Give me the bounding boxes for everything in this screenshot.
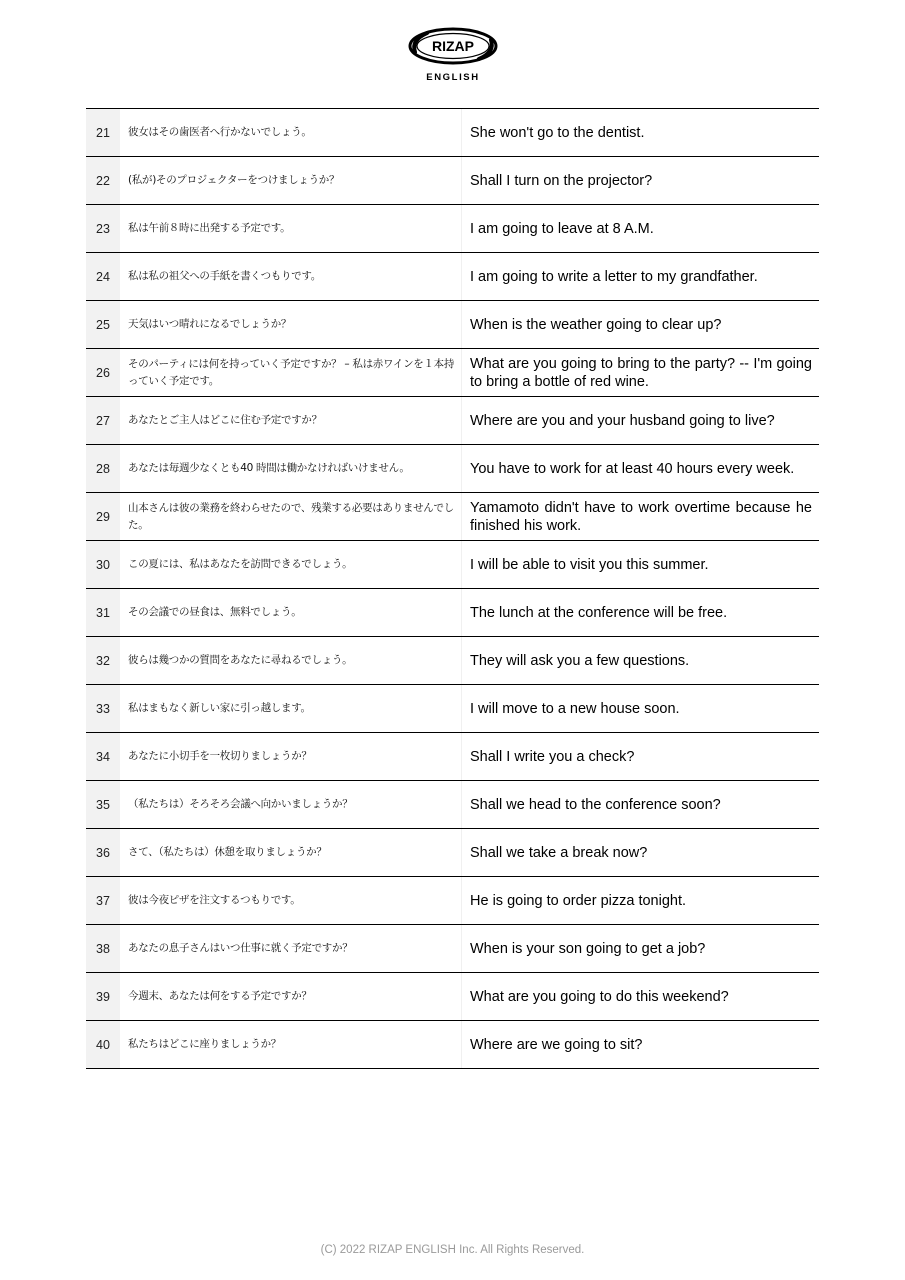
japanese-sentence: 山本さんは彼の業務を終わらせたので、残業する必要はありませんでした。 (120, 493, 462, 540)
row-number: 34 (86, 733, 120, 780)
japanese-sentence: あなたは毎週少なくとも40 時間は働かなければいけません。 (120, 445, 462, 492)
row-number: 22 (86, 157, 120, 204)
japanese-sentence: あなたとご主人はどこに住む予定ですか？ (120, 397, 462, 444)
copyright-footer: (C) 2022 RIZAP ENGLISH Inc. All Rights Reserved. (320, 1244, 585, 1256)
japanese-sentence: あなたの息子さんはいつ仕事に就く予定ですか？ (120, 925, 462, 972)
english-sentence: When is your son going to get a job? (470, 940, 706, 957)
japanese-sentence: 彼らは幾つかの質問をあなたに尋ねるでしょう。 (120, 637, 462, 684)
row-number: 30 (86, 541, 120, 588)
english-sentence: The lunch at the conference will be free. (470, 604, 728, 621)
table-row (86, 1021, 819, 1069)
table-row (86, 493, 819, 541)
english-sentence: Shall I turn on the projector? (470, 172, 653, 189)
english-sentence: Where are we going to sit? (470, 1036, 643, 1053)
row-number: 24 (86, 253, 120, 300)
row-number: 29 (86, 493, 120, 540)
row-number: 28 (86, 445, 120, 492)
japanese-sentence: 天気はいつ晴れになるでしょうか？ (120, 301, 462, 348)
english-sentence: Shall I write you a check? (470, 748, 635, 765)
english-sentence: He is going to order pizza tonight. (470, 892, 687, 909)
table-row (86, 541, 819, 589)
japanese-sentence: その会議での昼食は、無料でしょう。 (120, 589, 462, 636)
table-row (86, 733, 819, 781)
japanese-sentence: 私はまもなく新しい家に引っ越します。 (120, 685, 462, 732)
english-sentence: Shall we take a break now? (470, 844, 648, 861)
english-sentence: What are you going to do this weekend? (470, 988, 729, 1005)
row-number: 36 (86, 829, 120, 876)
table-row (86, 829, 819, 877)
row-number: 26 (86, 349, 120, 396)
japanese-sentence: （私たちは）そろそろ会議へ向かいましょうか？ (120, 781, 462, 828)
japanese-sentence: そのパーティには何を持っていく予定ですか？ – 私は赤ワインを１本持っていく予定です。 (120, 349, 462, 396)
table-row (86, 925, 819, 973)
japanese-sentence: さて、（私たちは）休憩を取りましょうか？ (120, 829, 462, 876)
table-row (86, 445, 819, 493)
row-number: 21 (86, 109, 120, 156)
table-row (86, 253, 819, 301)
japanese-sentence: (私が)そのプロジェクターをつけましょうか？ (120, 157, 462, 204)
rizap-english-logo (402, 26, 504, 88)
japanese-sentence: 私は午前８時に出発する予定です。 (120, 205, 462, 252)
table-row (86, 589, 819, 637)
table-row (86, 685, 819, 733)
english-sentence: I am going to write a letter to my grandfather. (470, 268, 758, 285)
english-sentence: I am going to leave at 8 A.M. (470, 220, 654, 237)
english-sentence: When is the weather going to clear up? (470, 316, 722, 333)
table-row (86, 109, 819, 157)
table-row (86, 397, 819, 445)
table-row (86, 205, 819, 253)
japanese-sentence: 彼女はその歯医者へ行かないでしょう。 (120, 109, 462, 156)
table-row (86, 973, 819, 1021)
table-row (86, 781, 819, 829)
row-number: 39 (86, 973, 120, 1020)
english-sentence: I will be able to visit you this summer. (470, 556, 709, 573)
english-sentence: Yamamoto didn't have to work overtime because he finished his work. (470, 499, 812, 534)
english-sentence: Shall we head to the conference soon? (470, 796, 721, 813)
japanese-sentence: 彼は今夜ピザを注文するつもりです。 (120, 877, 462, 924)
row-number: 25 (86, 301, 120, 348)
english-sentence: I will move to a new house soon. (470, 700, 680, 717)
logo-subtitle: ENGLISH (426, 72, 480, 83)
sentence-table (86, 108, 819, 1069)
table-row (86, 877, 819, 925)
english-sentence: She won't go to the dentist. (470, 124, 645, 141)
row-number: 35 (86, 781, 120, 828)
japanese-sentence: この夏には、私はあなたを訪問できるでしょう。 (120, 541, 462, 588)
table-row (86, 637, 819, 685)
row-number: 32 (86, 637, 120, 684)
row-number: 31 (86, 589, 120, 636)
row-number: 27 (86, 397, 120, 444)
rizap-logo-mark (407, 26, 499, 66)
japanese-sentence: あなたに小切手を一枚切りましょうか？ (120, 733, 462, 780)
english-sentence: They will ask you a few questions. (470, 652, 690, 669)
japanese-sentence: 今週末、あなたは何をする予定ですか？ (120, 973, 462, 1020)
english-sentence: Where are you and your husband going to live? (470, 412, 775, 429)
row-number: 38 (86, 925, 120, 972)
row-number: 37 (86, 877, 120, 924)
row-number: 40 (86, 1021, 120, 1068)
japanese-sentence: 私たちはどこに座りましょうか？ (120, 1021, 462, 1068)
japanese-sentence: 私は私の祖父への手紙を書くつもりです。 (120, 253, 462, 300)
english-sentence: You have to work for at least 40 hours every week. (470, 460, 795, 477)
table-row (86, 301, 819, 349)
table-row (86, 157, 819, 205)
logo-wordmark: RIZAP (432, 38, 474, 54)
row-number: 33 (86, 685, 120, 732)
english-sentence: What are you going to bring to the party? -- I'm going to bring a bottle of red wine. (470, 355, 812, 390)
row-number: 23 (86, 205, 120, 252)
table-row (86, 349, 819, 397)
